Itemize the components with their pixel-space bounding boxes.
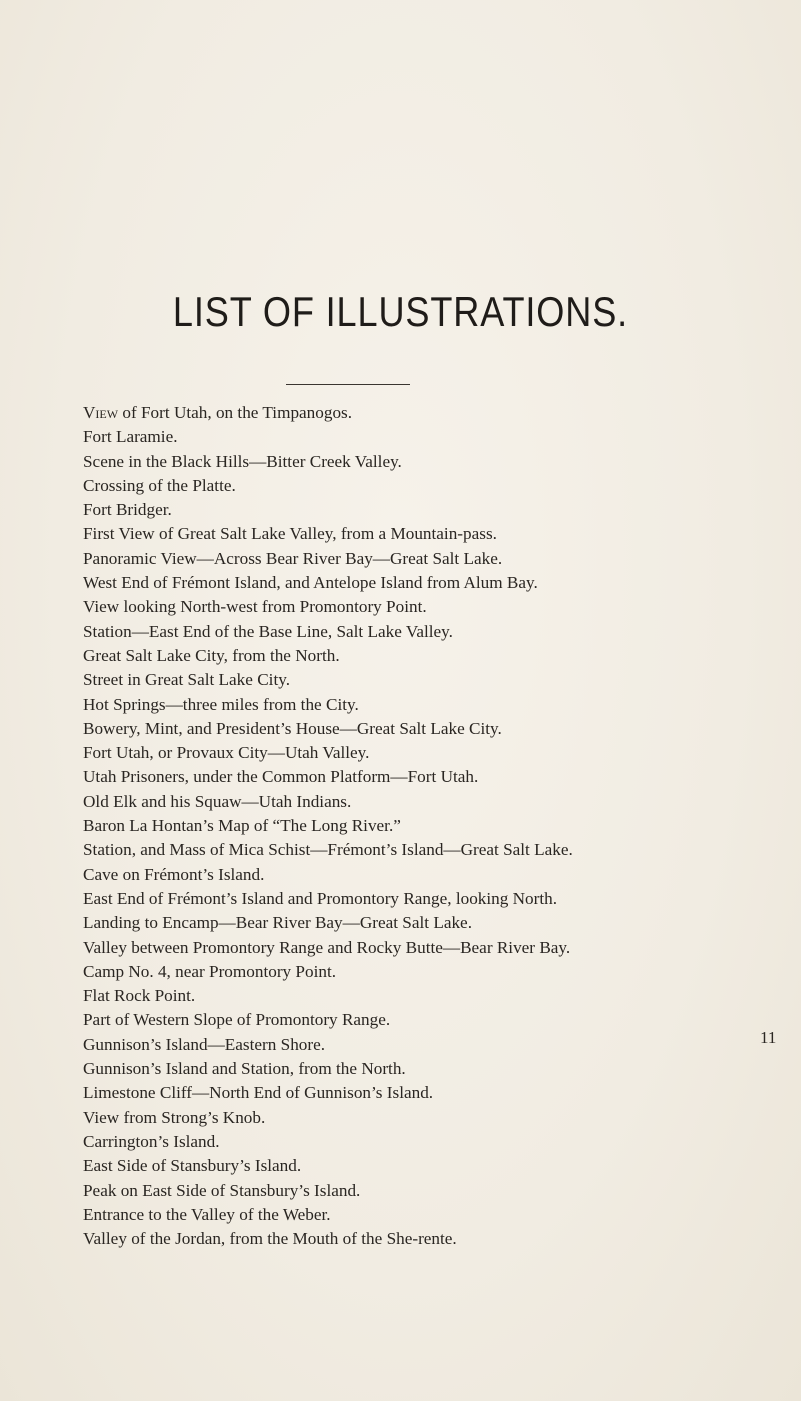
- list-item: Gunnison’s Island and Station, from the North.: [83, 1059, 406, 1079]
- list-item: Scene in the Black Hills—Bitter Creek Valley.: [83, 451, 402, 471]
- list-item: View looking North-west from Promontory Point.: [83, 597, 427, 617]
- list-item: Station—East End of the Base Line, Salt Lake Valley.: [83, 621, 453, 641]
- list-item: Flat Rock Point.: [83, 986, 196, 1006]
- list-item: Panoramic View—Across Bear River Bay—Great Salt Lake.: [83, 548, 503, 568]
- list-item: Cave on Frémont’s Island.: [83, 864, 265, 884]
- list-item: View from Strong’s Knob.: [83, 1107, 266, 1127]
- list-item: Gunnison’s Island—Eastern Shore.: [83, 1034, 326, 1054]
- title-rule: [286, 384, 410, 385]
- list-item: Station, and Mass of Mica Schist—Frémont’s Island—Great Salt Lake.: [83, 840, 573, 860]
- list-item: Baron La Hontan’s Map of “The Long River.”: [83, 816, 401, 836]
- list-item: Crossing of the Platte.: [83, 475, 236, 495]
- list-item-lead-word: View: [83, 403, 119, 422]
- list-item: Camp No. 4, near Promontory Point.: [83, 961, 337, 981]
- list-item: Great Salt Lake City, from the North.: [83, 645, 340, 665]
- list-item: Bowery, Mint, and President’s House—Great Salt Lake City.: [83, 718, 502, 738]
- list-item: Carrington’s Island.: [83, 1131, 220, 1151]
- list-item: Hot Springs—three miles from the City.: [83, 694, 359, 714]
- list-item: Limestone Cliff—North End of Gunnison’s Island.: [83, 1083, 434, 1103]
- list-item: Entrance to the Valley of the Weber.: [83, 1204, 331, 1224]
- list-item: Fort Bridger.: [83, 500, 172, 520]
- list-item: Valley of the Jordan, from the Mouth of the She-rente.: [83, 1229, 457, 1249]
- list-item: West End of Frémont Island, and Antelope Island from Alum Bay.: [83, 573, 538, 593]
- list-item: Part of Western Slope of Promontory Range.: [83, 1010, 391, 1030]
- page-title: LIST OF ILLUSTRATIONS.: [172, 288, 629, 335]
- list-item: Old Elk and his Squaw—Utah Indians.: [83, 791, 352, 811]
- list-item: East End of Frémont’s Island and Promontory Range, looking North.: [83, 888, 558, 908]
- illustrations-list: [83, 401, 795, 1251]
- list-item: Fort Laramie.: [83, 427, 178, 447]
- list-item-text: of Fort Utah, on the Timpanogos.: [118, 403, 353, 422]
- list-item: Valley between Promontory Range and Rocky Butte—Bear River Bay.: [83, 937, 571, 957]
- page-number: 11: [760, 1028, 777, 1047]
- list-item: Peak on East Side of Stansbury’s Island.: [83, 1180, 361, 1200]
- list-item: Fort Utah, or Provaux City—Utah Valley.: [83, 743, 370, 763]
- list-item: [83, 401, 795, 425]
- list-item: East Side of Stansbury’s Island.: [83, 1156, 302, 1176]
- list-item: Street in Great Salt Lake City.: [83, 670, 290, 690]
- list-item: Landing to Encamp—Bear River Bay—Great Salt Lake.: [83, 913, 472, 933]
- list-item: Utah Prisoners, under the Common Platform—Fort Utah.: [83, 767, 479, 787]
- list-item: First View of Great Salt Lake Valley, from a Mountain-pass.: [83, 524, 497, 544]
